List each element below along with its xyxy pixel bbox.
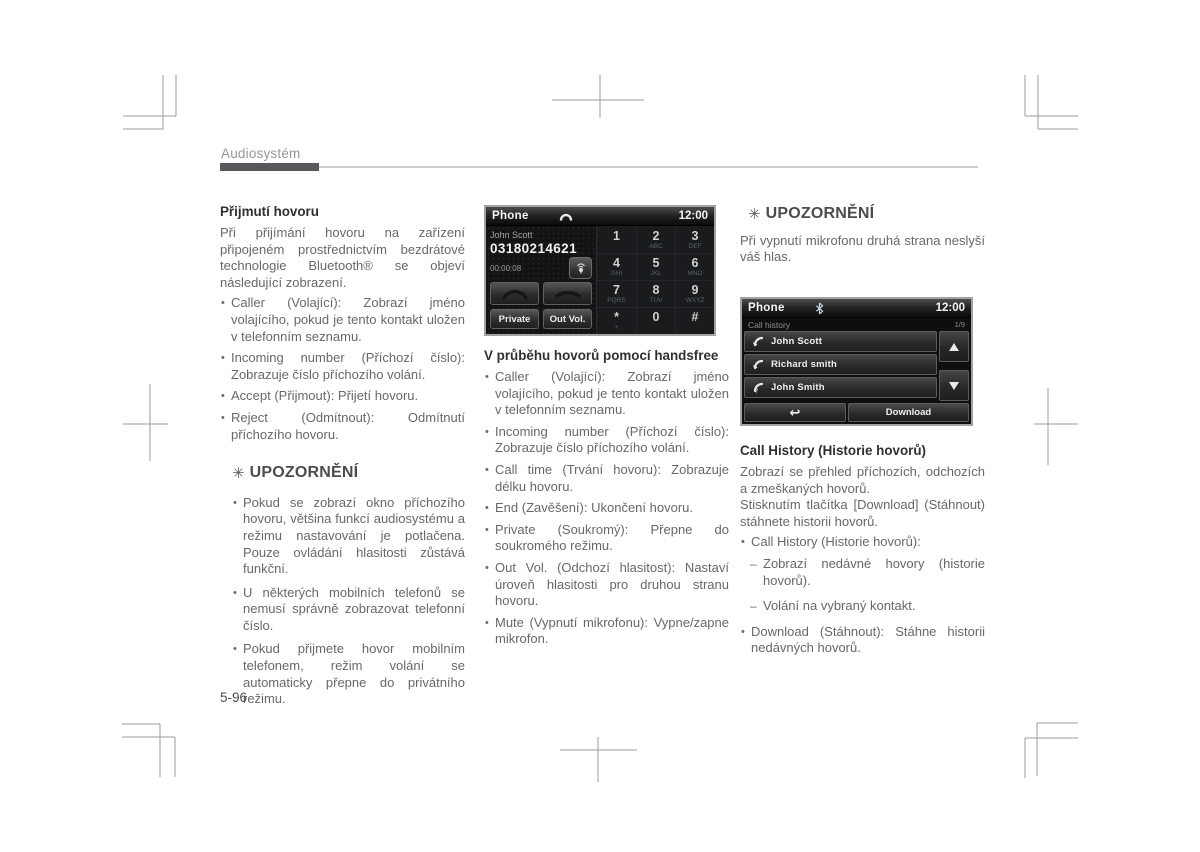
missed-call-icon — [752, 382, 764, 393]
right-column-notice — [740, 206, 985, 268]
svg-text:?: ? — [755, 388, 759, 393]
screenshot-phone-dial — [484, 205, 716, 336]
shot1-title: Phone — [492, 210, 529, 222]
notice-bullet-2: • U některých mobilních telefonů se nemusí správně zobrazovat telefonní číslo. — [232, 585, 465, 635]
call-history-main — [742, 331, 971, 401]
key-2: 2 ABC — [636, 226, 675, 253]
notice-header-right — [748, 206, 985, 223]
notice-bullet-3: • Pokud přijmete hovor mobilním telefonem, režim volání se automaticky přepne do privátního režimu. — [232, 641, 465, 707]
sub-bullet-recent-calls: – Zobrazí nedávné hovory (historie hovorů). — [750, 556, 985, 589]
key-6: 6 MNO — [675, 253, 714, 280]
bullet-outvol: • Out Vol. (Odchozí hlasitost): Nastaví úroveň hlasitosti pro druhou stranu hovoru. — [484, 560, 729, 610]
mute-button — [569, 257, 592, 279]
heading-call-history: Call History (Historie hovorů) — [740, 443, 927, 458]
down-arrow-icon — [949, 382, 959, 390]
call-history-bullets — [740, 534, 985, 657]
scroll-down-button — [939, 370, 969, 401]
bluetooth-icon — [815, 302, 824, 315]
key-5: 5 JKL — [636, 253, 675, 280]
bullet-mute: • Mute (Vypnutí mikrofonu): Vypne/zapne mikrofon. — [484, 615, 729, 648]
notice-bullets — [232, 495, 465, 708]
right-column-text — [740, 443, 985, 662]
download-button: Download — [848, 403, 969, 422]
bullet-incoming-number: • Incoming number (Příchozí číslo): Zobrazuje číslo příchozího volání. — [220, 350, 465, 383]
header-rule — [222, 166, 978, 168]
notice-text-right: Při vypnutí mikrofonu druhá strana neslyší váš hlas. — [740, 232, 985, 265]
up-arrow-icon — [949, 343, 959, 351]
sub-bullet-call-contact: – Volání na vybraný kontakt. — [750, 598, 985, 615]
shot1-statusbar — [486, 207, 714, 226]
key-0: 0 — [636, 307, 675, 334]
notice-title: UPOZORNĚNÍ — [249, 464, 359, 482]
bullet-accept: • Accept (Přijmout): Přijetí hovoru. — [220, 388, 465, 405]
section-title: Audiosystém — [221, 146, 301, 161]
asterisk-icon: ✳ — [748, 205, 761, 223]
header-accent-bar — [220, 163, 319, 171]
call-history-subheader — [742, 318, 971, 331]
heading-handsfree: V průběhu hovorů pomocí handsfree — [484, 348, 719, 363]
handset-icon — [559, 212, 573, 221]
call-history-paragraph-1: Zobrazí se přehled příchozích, odchozích a zmeškaných hovorů. — [740, 464, 985, 496]
call-history-paragraph-2: Stisknutím tlačítka [Download] (Stáhnout) stáhnete historii hovorů. — [740, 497, 985, 529]
notice-block-right — [740, 206, 985, 223]
middle-column — [484, 348, 729, 653]
bullet-download: • Download (Stáhnout): Stáhne historii nedávných hovorů. — [740, 624, 985, 657]
accept-call-button — [490, 282, 539, 305]
bullet-call-time: • Call time (Trvání hovoru): Zobrazuje délku hovoru. — [484, 462, 729, 495]
shot2-statusbar — [742, 299, 971, 318]
incoming-call-icon — [752, 359, 764, 370]
shot1-body — [486, 226, 714, 334]
call-history-label: Call history — [748, 319, 791, 330]
caller-number: 03180214621 — [490, 241, 577, 256]
notice-bullet-1: • Pokud se zobrazí okno příchozího hovoru, většina funkcí audiosystému a režimu nastavování je potlačena. Pouze ovládání hlasitosti zůstává funkční. — [232, 495, 465, 578]
call-history-list — [744, 331, 937, 401]
bullet-incoming-number-2: • Incoming number (Příchozí číslo): Zobrazuje číslo příchozího volání. — [484, 424, 729, 457]
back-arrow-icon: ↩ — [789, 405, 801, 420]
bullet-reject: • Reject (Odmítnout): Odmítnutí příchozího hovoru. — [220, 410, 465, 443]
page-number: 5-96 — [220, 690, 248, 705]
call-history-row: Richard smith — [744, 354, 937, 375]
shot2-clock: 12:00 — [935, 302, 965, 314]
private-button: Private — [490, 309, 539, 329]
bullet-private: • Private (Soukromý): Přepne do soukromého režimu. — [484, 522, 729, 555]
bullet-caller-2: • Caller (Volající): Zobrazí jméno volajícího, pokud je tento kontakt uložen v telefonním seznamu. — [484, 369, 729, 419]
screenshot-call-history — [740, 297, 973, 426]
key-7: 7 PQRS — [597, 280, 636, 307]
scroll-up-button — [939, 331, 969, 362]
call-action-row — [490, 282, 592, 305]
left-column — [220, 204, 465, 715]
call-history-row: John Scott — [744, 331, 937, 352]
bullet-call-history: • Call History (Historie hovorů): — [740, 534, 985, 551]
key-8: 8 TUV — [636, 280, 675, 307]
incoming-call-bullets — [220, 295, 465, 443]
call-timer: 00:00:08 — [490, 263, 522, 273]
key-3: 3 DEF — [675, 226, 714, 253]
intro-paragraph: Při přijímání hovoru na zařízení připojeném prostřednictvím bezdrátové technologie Bluetooth® se objeví následující zobrazení. — [220, 225, 465, 290]
call-history-row: ? John Smith — [744, 377, 937, 398]
call-time-row — [490, 256, 592, 280]
asterisk-icon: ✳ — [232, 464, 245, 482]
notice-block-left — [220, 465, 465, 708]
key-9: 9 WXYZ — [675, 280, 714, 307]
bullet-caller: • Caller (Volající): Zobrazí jméno volajícího, pokud je tento kontakt uložen v telefonním seznamu. — [220, 295, 465, 345]
dial-keypad — [596, 226, 714, 334]
key-star: * + — [597, 307, 636, 334]
mute-mic-icon — [574, 261, 588, 275]
end-handset-icon — [553, 288, 583, 300]
scroll-column — [939, 331, 969, 401]
shot1-clock: 12:00 — [678, 210, 708, 222]
incoming-call-icon — [752, 336, 764, 347]
call-option-row — [490, 309, 592, 329]
call-info-panel — [486, 226, 596, 334]
heading-prijmuti-hovoru: Přijmutí hovoru — [220, 204, 319, 219]
key-hash: # — [675, 307, 714, 334]
handsfree-bullets — [484, 369, 729, 648]
accept-handset-icon — [500, 288, 530, 300]
back-button — [744, 403, 846, 422]
outvol-button: Out Vol. — [543, 309, 592, 329]
end-call-button — [543, 282, 592, 305]
shot2-title: Phone — [748, 302, 785, 314]
bullet-end: • End (Zavěšení): Ukončení hovoru. — [484, 500, 729, 517]
caller-name: John Scott — [490, 230, 533, 240]
notice-header — [232, 465, 465, 482]
call-history-bottom-bar — [742, 401, 971, 424]
notice-title-right: UPOZORNĚNÍ — [765, 205, 875, 222]
page-indicator: 1/9 — [954, 320, 965, 329]
key-1: 1 — [613, 228, 620, 243]
key-4: 4 GHI — [597, 253, 636, 280]
